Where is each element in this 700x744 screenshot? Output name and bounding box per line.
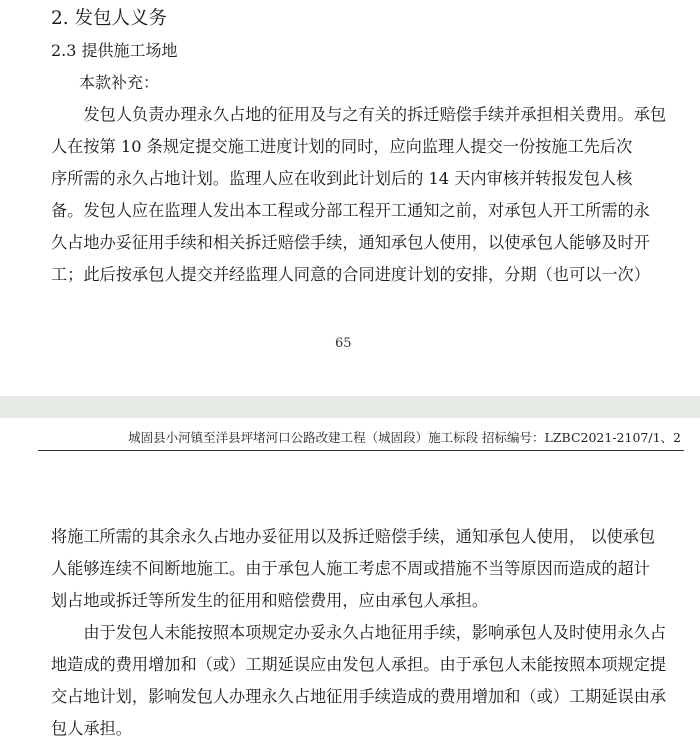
paragraph-line: 久占地办妥征用手续和相关拆迁赔偿手续，通知承包人使用，以使承包人能够及时开 <box>51 233 650 252</box>
paragraph-line: 包人承担。 <box>51 719 132 738</box>
paragraph-line: 工；此后按承包人提交并经监理人同意的合同进度计划的安排，分期（也可以一次） <box>51 265 650 284</box>
supplement-label: 本款补充： <box>79 73 160 92</box>
paragraph-line: 人在按第 10 条规定提交施工进度计划的同时，应向监理人提交一份按施工先后次 <box>51 137 633 156</box>
paragraph-line: 交占地计划，影响发包人办理永久占地征用手续造成的费用增加和（或）工期延误由承 <box>51 687 667 706</box>
paragraph-line: 划占地或拆迁等所发生的征用和赔偿费用，应由承包人承担。 <box>51 591 489 610</box>
section-heading: 2. 发包人义务 <box>51 8 168 29</box>
paragraph-line: 序所需的永久占地计划。监理人应在收到此计划后的 14 天内审核并转报发包人核 <box>51 169 633 188</box>
header-rule <box>38 450 684 451</box>
paragraph-line: 人能够连续不间断地施工。由于承包人施工考虑不周或措施不当等原因而造成的超计 <box>51 559 650 578</box>
paragraph-line: 将施工所需的其余永久占地办妥征用以及拆迁赔偿手续，通知承包人使用， 以使承包 <box>51 527 656 546</box>
paragraph-line: 备。发包人应在监理人发出本工程或分部工程开工通知之前，对承包人开工所需的永 <box>51 201 650 220</box>
document-page-bottom <box>0 418 700 744</box>
page-number: 65 <box>335 336 352 351</box>
paragraph-line: 地造成的费用增加和（或）工期延误应由发包人承担。由于承包人未能按照本项规定提 <box>51 655 667 674</box>
subsection-heading: 2.3 提供施工场地 <box>51 41 178 60</box>
running-header: 城固县小河镇至洋县坪堵河口公路改建工程（城固段）施工标段 招标编号：LZBC2021-2107/1、2 <box>128 430 681 445</box>
paragraph-line: 发包人负责办理永久占地的征用及与之有关的拆迁赔偿手续并承担相关费用。承包 <box>51 105 667 124</box>
paragraph-line: 由于发包人未能按照本项规定办妥永久占地征用手续，影响承包人及时使用永久占 <box>51 623 667 642</box>
page-gap <box>0 396 700 418</box>
